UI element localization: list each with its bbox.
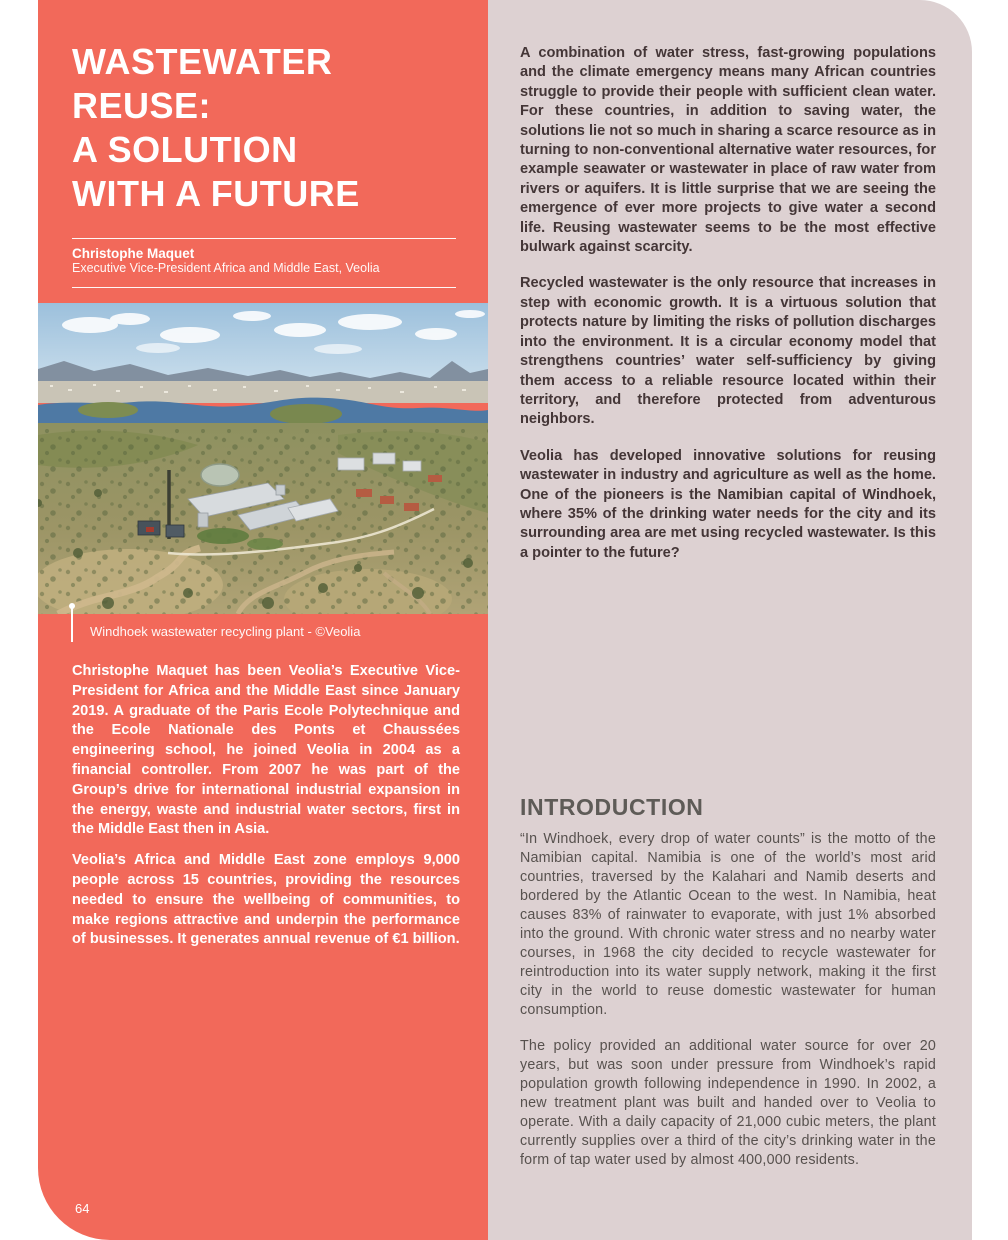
page-title xyxy=(72,40,452,216)
author-block xyxy=(72,238,456,288)
lead-paragraph: A combination of water stress, fast-growing populations and the climate emergency means many African countries struggle to provide their people with sufficient clean water. For these countries, in addition to saving water, the solutions lie not so much in sharing a scarce resource as in turning to non-conventional alternative water resources, for example seawater or wastewater in place of raw water from rivers or aquifers. It is little surprise that we are seeing the emergence of ever more projects to give water a second life. Reusing wastewater seems to be the most effective bulwark against scarcity. xyxy=(520,45,936,256)
introduction-heading: INTRODUCTION xyxy=(520,794,704,820)
page-number: 64 xyxy=(75,1201,90,1216)
introduction-section xyxy=(520,830,936,1187)
article-header-panel xyxy=(38,0,488,1240)
author-bio xyxy=(72,662,460,961)
page-title-line: REUSE: xyxy=(72,85,212,126)
page-title-line: WASTEWATER xyxy=(72,41,333,82)
caption-pointer-line xyxy=(71,606,73,642)
bio-paragraph: Christophe Maquet has been Veolia’s Executive Vice-President for Africa and the Middle East since January 2019. A graduate of the Paris Ecole Polytechnique and the Ecole Nationale des Ponts et Chaussées engineering school, he joined Veolia in 2004 as a financial controller. From 2007 he was part of the Group’s drive for international industrial expansion in the energy, waste and industrial water sectors, first in the Middle East then in Asia. xyxy=(72,663,460,838)
photo-caption: Windhoek wastewater recycling plant - ©Veolia xyxy=(90,624,361,639)
introduction-paragraph: “In Windhoek, every drop of water counts” is the motto of the Namibian capital. Namibia is one of the world’s most arid countries, traversed by the Kalahari and Namib deserts and bordered by the Atlantic Ocean to the west. In Namibia, heat causes 83% of rainwater to evaporate, with just 1% absorbed into the ground. With chronic water stress and no nearby water courses, in 1968 the city decided to recycle wastewater for reintroduction into its water supply network, making it the first city in the world to reuse domestic wastewater for human consumption. xyxy=(520,831,936,1018)
introduction-paragraph: The policy provided an additional water source for over 20 years, but was soon under pressure from Windhoek’s rapid population growth following independence in 1990. In 2002, a new treatment plant was built and handed over to Veolia to operate. With a daily capacity of 21,000 cubic meters, the plant currently supplies over a third of the city’s drinking water in the form of tap water used by almost 400,000 residents. xyxy=(520,1038,936,1168)
author-role: Executive Vice-President Africa and Middle East, Veolia xyxy=(72,261,380,275)
page-title-line: A SOLUTION xyxy=(72,129,298,170)
lead-paragraph: Recycled wastewater is the only resource that increases in step with economic growth. It is a virtuous solution that protects nature by limiting the risks of pollution discharges into the environment. It is a circular economy model that strengthens countries’ water self-sufficiency by giving them access to a reliable resource located within their territory, and therefore protected from adventurous neighbors. xyxy=(520,275,936,428)
article-body-panel xyxy=(488,0,972,1240)
aerial-photo-illustration xyxy=(38,303,488,614)
article-photo xyxy=(38,303,488,614)
lead-paragraph: Veolia has developed innovative solutions for reusing wastewater in industry and agriculture as well as the home. One of the pioneers is the Namibian capital of Windhoek, where 35% of the drinking water needs for the city and its surrounding area are met using recycled wastewater. Is this a pointer to the future? xyxy=(520,447,936,561)
page-title-line: WITH A FUTURE xyxy=(72,173,360,214)
bio-paragraph: Veolia’s Africa and Middle East zone employs 9,000 people across 15 countries, providing the resources needed to ensure the wellbeing of communities, to make regions attractive and underpin the performance of businesses. It generates annual revenue of €1 billion. xyxy=(72,852,460,948)
lead-section xyxy=(520,44,936,580)
author-name: Christophe Maquet xyxy=(72,246,195,261)
